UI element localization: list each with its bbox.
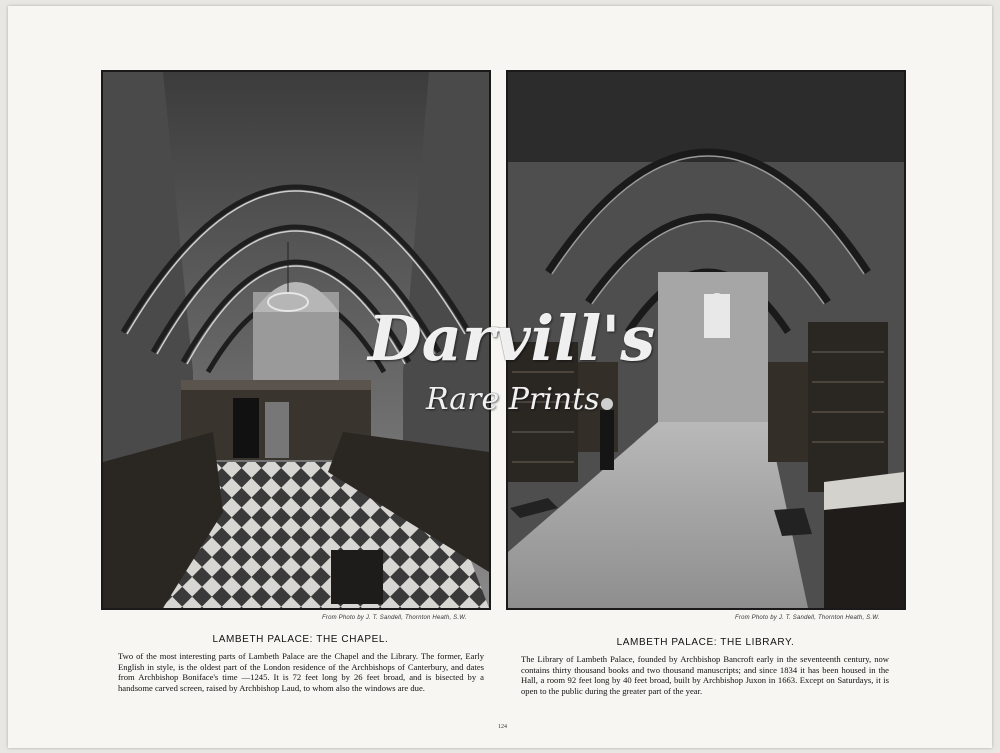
- page-number: 124: [498, 724, 507, 730]
- chapel-photograph: [101, 70, 491, 610]
- library-photograph: [506, 70, 906, 610]
- watermark-line-2: Rare Prints: [426, 382, 600, 417]
- left-photo-credit: From Photo by J. T. Sandell, Thornton Heath, S.W.: [322, 615, 467, 621]
- library-caption-text: The Library of Lambeth Palace, founded by Archbishop Bancroft early in the seventeenth century, now contains thirty thousand books and two thousand manuscripts; and since 1834 it has been housed in the Hall, a room 92 feet long by 40 feet broad, built by Archbishop Juxon in 1663. Except on Saturdays, it is open to the public during the greater part of the year.: [521, 654, 889, 696]
- watermark-line-1: Darvill's: [368, 302, 656, 375]
- chapel-caption-text: Two of the most interesting parts of Lambeth Palace are the Chapel and the Library. The former, Early English in style, is the oldest part of the London residence of the Archbishops of Canterbury, and dates from Archbishop Boniface's time —1245. It is 72 feet long by 26 feet broad, and is bisected by a handsome carved screen, raised by Archbishop Laud, to whom also the windows are due.: [118, 651, 484, 693]
- library-caption-title: LAMBETH PALACE: THE LIBRARY.: [616, 637, 795, 648]
- book-page: [8, 6, 992, 748]
- chapel-caption-title: LAMBETH PALACE: THE CHAPEL.: [212, 634, 389, 645]
- right-photo-credit: From Photo by J. T. Sandell, Thornton Heath, S.W.: [735, 615, 880, 621]
